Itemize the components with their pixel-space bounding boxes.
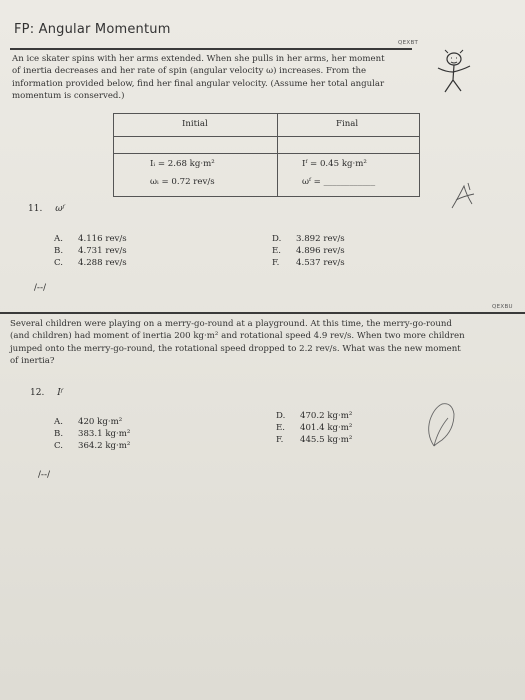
q12-choice-f[interactable]: F. 445.5 kg·m² [276, 435, 353, 445]
q11-number: 11. [28, 204, 43, 214]
q11-line-1: An ice skater spins with her arms extended. When she pulls in her arms, her moment [12, 54, 385, 64]
q12-choice-d[interactable]: D. 470.2 kg·m² [276, 411, 353, 421]
table-header-final: Final [336, 119, 359, 129]
q11-choice-e[interactable]: E. 4.896 rev/s [272, 246, 345, 256]
final-angular-velocity-blank: ωᶠ = ____________ [302, 177, 376, 187]
initial-angular-velocity: ωᵢ = 0.72 rev/s [150, 177, 215, 187]
data-table [113, 113, 420, 197]
q12-number: 12. [30, 388, 45, 398]
page-title: FP: Angular Momentum [14, 22, 171, 37]
q12-choice-b[interactable]: B. 383.1 kg·m² [54, 429, 131, 439]
section-rule [0, 312, 525, 314]
q11-choice-b[interactable]: B. 4.731 rev/s [54, 246, 127, 256]
question-code-11: QEXBT [398, 40, 419, 46]
q11-choice-c[interactable]: C. 4.288 rev/s [54, 258, 127, 268]
question-number-12 [30, 388, 63, 398]
q11-choice-f[interactable]: F. 4.537 rev/s [272, 258, 345, 268]
handwritten-answer-mark-12 [420, 400, 460, 450]
q11-variable: ωᶠ [55, 204, 65, 214]
header-rule [10, 48, 412, 50]
q12-choices-right [276, 410, 352, 446]
q12-line-3: jumped onto the merry-go-round, the rotational speed dropped to 2.2 rev/s. What was the new moment [10, 343, 461, 354]
q12-text [10, 318, 465, 368]
q11-line-4: momentum is conserved.) [12, 91, 125, 102]
q11-line-2: of inertia decreases and her rate of spin (angular velocity ω) increases. From the [12, 66, 367, 77]
q11-choice-d[interactable]: D. 3.892 rev/s [272, 234, 345, 244]
q12-variable: Iᶠ [57, 388, 63, 398]
initial-inertia: Iᵢ = 2.68 kg·m² [150, 159, 215, 169]
q12-choice-c[interactable]: C. 364.2 kg·m² [54, 441, 131, 451]
q12-score-mark: /--/ [38, 470, 50, 480]
stick-figure-doodle [430, 48, 480, 98]
final-inertia: Iᶠ = 0.45 kg·m² [302, 159, 367, 169]
q11-choice-a[interactable]: A. 4.116 rev/s [54, 234, 127, 244]
table-header-initial: Initial [182, 119, 208, 129]
q11-text [12, 53, 385, 103]
q12-line-1: Several children were playing on a merry-go-round at a playground. At this time, the merry-go-round [10, 319, 452, 329]
q12-line-4: of inertia? [10, 356, 55, 367]
q11-line-3: information provided below, find her final angular velocity. (Assume her total angular [12, 78, 385, 89]
q12-choice-a[interactable]: A. 420 kg·m² [54, 417, 123, 427]
handwritten-answer-mark-11 [448, 180, 478, 212]
q11-choices-left [54, 233, 127, 269]
q12-choices-left [54, 416, 130, 452]
table-blank-row [114, 136, 419, 154]
question-code-12: QEXBU [492, 304, 513, 310]
table-header-row [114, 114, 419, 137]
q11-choices-right [272, 233, 345, 269]
table-divider [277, 114, 278, 196]
question-number-11 [28, 204, 65, 214]
q12-line-2: (and children) had moment of inertia 200 kg·m² and rotational speed 4.9 rev/s. When two more children [10, 331, 465, 342]
q11-score-mark: /--/ [34, 283, 46, 293]
q12-choice-e[interactable]: E. 401.4 kg·m² [276, 423, 353, 433]
